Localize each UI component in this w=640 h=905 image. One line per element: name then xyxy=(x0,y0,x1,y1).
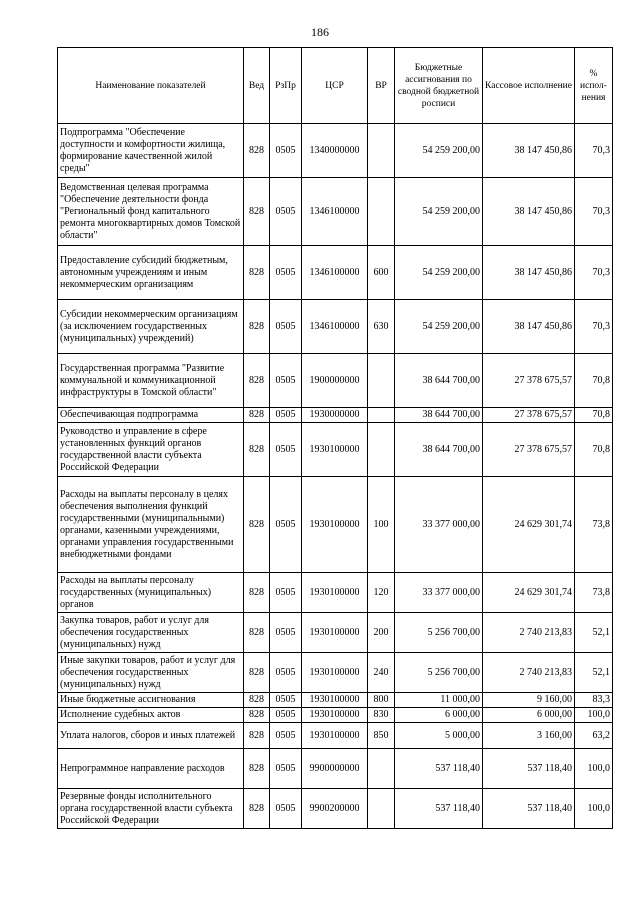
table-cell-cash: 27 378 675,57 xyxy=(483,408,575,423)
table-cell-budget: 54 259 200,00 xyxy=(395,300,483,354)
table-cell-vr: 200 xyxy=(368,613,395,653)
table-cell-pct: 52,1 xyxy=(575,653,613,693)
table-row xyxy=(58,573,613,613)
table-cell-budget: 38 644 700,00 xyxy=(395,423,483,477)
header-rzpr: РзПр xyxy=(270,48,302,124)
table-cell-cash: 6 000,00 xyxy=(483,708,575,723)
table-cell-cash: 9 160,00 xyxy=(483,693,575,708)
table-cell-vr: 850 xyxy=(368,723,395,749)
header-cash: Кассовое исполнение xyxy=(483,48,575,124)
table-row xyxy=(58,723,613,749)
table-cell-name: Расходы на выплаты персоналу в целях обеспечения выполнения функций государственными (муниципальными) органами, казенными учреждениями, органами управления государственными внебюджетными фондами xyxy=(58,477,244,573)
table-cell-ved: 828 xyxy=(244,613,270,653)
header-name: Наименование показателей xyxy=(58,48,244,124)
table-cell-pct: 70,3 xyxy=(575,124,613,178)
header-pct: % испол-нения xyxy=(575,48,613,124)
table-cell-rzpr: 0505 xyxy=(270,477,302,573)
table-cell-cash: 24 629 301,74 xyxy=(483,477,575,573)
table-cell-csr: 1346100000 xyxy=(302,300,368,354)
table-cell-name: Уплата налогов, сборов и иных платежей xyxy=(58,723,244,749)
table-row xyxy=(58,693,613,708)
table-cell-cash: 27 378 675,57 xyxy=(483,423,575,477)
table-cell-rzpr: 0505 xyxy=(270,653,302,693)
table-cell-rzpr: 0505 xyxy=(270,300,302,354)
table-cell-pct: 70,3 xyxy=(575,246,613,300)
table-cell-rzpr: 0505 xyxy=(270,723,302,749)
table-cell-ved: 828 xyxy=(244,749,270,789)
page-number: 186 xyxy=(311,25,329,39)
table-cell-budget: 537 118,40 xyxy=(395,749,483,789)
table-cell-csr: 1930100000 xyxy=(302,477,368,573)
table-cell-budget: 54 259 200,00 xyxy=(395,124,483,178)
table-cell-vr: 600 xyxy=(368,246,395,300)
table-cell-budget: 38 644 700,00 xyxy=(395,408,483,423)
table-cell-pct: 63,2 xyxy=(575,723,613,749)
table-cell-pct: 73,8 xyxy=(575,573,613,613)
table-cell-name: Закупка товаров, работ и услуг для обеспечения государственных (муниципальных) нужд xyxy=(58,613,244,653)
table-cell-ved: 828 xyxy=(244,354,270,408)
table-cell-name: Расходы на выплаты персоналу государственных (муниципальных) органов xyxy=(58,573,244,613)
table-cell-vr: 240 xyxy=(368,653,395,693)
table-cell-budget: 54 259 200,00 xyxy=(395,178,483,246)
table-cell-vr xyxy=(368,749,395,789)
table-cell-name: Исполнение судебных актов xyxy=(58,708,244,723)
table-row xyxy=(58,178,613,246)
table-cell-csr: 1340000000 xyxy=(302,124,368,178)
table-cell-rzpr: 0505 xyxy=(270,246,302,300)
table-cell-ved: 828 xyxy=(244,124,270,178)
table-cell-budget: 33 377 000,00 xyxy=(395,477,483,573)
table-cell-ved: 828 xyxy=(244,246,270,300)
table-cell-csr: 1346100000 xyxy=(302,178,368,246)
table-row xyxy=(58,423,613,477)
table-cell-pct: 100,0 xyxy=(575,789,613,829)
table-cell-pct: 73,8 xyxy=(575,477,613,573)
table-cell-ved: 828 xyxy=(244,723,270,749)
table-cell-cash: 537 118,40 xyxy=(483,749,575,789)
header-vr: ВР xyxy=(368,48,395,124)
table-cell-vr xyxy=(368,124,395,178)
table-cell-vr: 100 xyxy=(368,477,395,573)
table-cell-csr: 1346100000 xyxy=(302,246,368,300)
table-cell-csr: 1930100000 xyxy=(302,653,368,693)
table-cell-rzpr: 0505 xyxy=(270,613,302,653)
table-cell-cash: 38 147 450,86 xyxy=(483,124,575,178)
table-row xyxy=(58,749,613,789)
table-cell-csr: 1930100000 xyxy=(302,693,368,708)
table-cell-csr: 1930100000 xyxy=(302,613,368,653)
table-cell-budget: 33 377 000,00 xyxy=(395,573,483,613)
table-cell-name: Субсидии некоммерческим организациям (за исключением государственных (муниципальных) учреждений) xyxy=(58,300,244,354)
table-cell-cash: 27 378 675,57 xyxy=(483,354,575,408)
table-cell-vr xyxy=(368,354,395,408)
table-cell-pct: 70,3 xyxy=(575,178,613,246)
table-cell-ved: 828 xyxy=(244,423,270,477)
table-cell-csr: 1930000000 xyxy=(302,408,368,423)
table-cell-rzpr: 0505 xyxy=(270,124,302,178)
table-cell-csr: 9900000000 xyxy=(302,749,368,789)
table-cell-ved: 828 xyxy=(244,300,270,354)
table-row xyxy=(58,789,613,829)
table-cell-rzpr: 0505 xyxy=(270,178,302,246)
table-cell-pct: 52,1 xyxy=(575,613,613,653)
table-cell-vr xyxy=(368,789,395,829)
table-cell-name: Ведомственная целевая программа "Обеспечение деятельности фонда "Региональный фонд капитального ремонта многоквартирных домов Томской области" xyxy=(58,178,244,246)
table-cell-ved: 828 xyxy=(244,789,270,829)
table-row xyxy=(58,300,613,354)
header-ved: Вед xyxy=(244,48,270,124)
table-cell-ved: 828 xyxy=(244,477,270,573)
table-cell-rzpr: 0505 xyxy=(270,354,302,408)
table-cell-vr: 630 xyxy=(368,300,395,354)
table-cell-rzpr: 0505 xyxy=(270,708,302,723)
table-row xyxy=(58,653,613,693)
table-cell-cash: 38 147 450,86 xyxy=(483,300,575,354)
table-cell-cash: 3 160,00 xyxy=(483,723,575,749)
table-cell-rzpr: 0505 xyxy=(270,408,302,423)
table-cell-ved: 828 xyxy=(244,653,270,693)
table-cell-name: Руководство и управление в сфере установленных функций органов государственной власти субъекта Российской Федерации xyxy=(58,423,244,477)
table-cell-name: Государственная программа "Развитие коммунальной и коммуникационной инфраструктуры в Томской области" xyxy=(58,354,244,408)
table-row xyxy=(58,477,613,573)
table-cell-csr: 1930100000 xyxy=(302,708,368,723)
table-cell-vr: 800 xyxy=(368,693,395,708)
table-cell-budget: 537 118,40 xyxy=(395,789,483,829)
table-cell-csr: 1900000000 xyxy=(302,354,368,408)
table-row xyxy=(58,613,613,653)
table-cell-csr: 1930100000 xyxy=(302,723,368,749)
table-cell-budget: 54 259 200,00 xyxy=(395,246,483,300)
table-cell-budget: 5 256 700,00 xyxy=(395,613,483,653)
table-header-row xyxy=(58,48,613,124)
header-budget: Бюджетные ассигнования по сводной бюджетной росписи xyxy=(395,48,483,124)
table-cell-csr: 1930100000 xyxy=(302,573,368,613)
table-cell-pct: 100,0 xyxy=(575,749,613,789)
table-cell-rzpr: 0505 xyxy=(270,573,302,613)
table-cell-pct: 70,8 xyxy=(575,423,613,477)
table-cell-cash: 24 629 301,74 xyxy=(483,573,575,613)
table-cell-budget: 11 000,00 xyxy=(395,693,483,708)
table-cell-ved: 828 xyxy=(244,573,270,613)
table-cell-name: Предоставление субсидий бюджетным, автономным учреждениям и иным некоммерческим организациям xyxy=(58,246,244,300)
table-cell-name: Резервные фонды исполнительного органа государственной власти субъекта Российской Федерации xyxy=(58,789,244,829)
table-cell-budget: 5 256 700,00 xyxy=(395,653,483,693)
table-cell-pct: 70,8 xyxy=(575,354,613,408)
table-cell-rzpr: 0505 xyxy=(270,693,302,708)
table-cell-vr xyxy=(368,178,395,246)
table-cell-csr: 1930100000 xyxy=(302,423,368,477)
table-cell-rzpr: 0505 xyxy=(270,749,302,789)
table-row xyxy=(58,408,613,423)
table-cell-name: Обеспечивающая подпрограмма xyxy=(58,408,244,423)
table-cell-cash: 2 740 213,83 xyxy=(483,653,575,693)
table-cell-name: Иные бюджетные ассигнования xyxy=(58,693,244,708)
budget-execution-table xyxy=(57,47,613,829)
table-cell-pct: 100,0 xyxy=(575,708,613,723)
table-cell-cash: 2 740 213,83 xyxy=(483,613,575,653)
table-cell-pct: 70,3 xyxy=(575,300,613,354)
table-row xyxy=(58,124,613,178)
table-cell-vr xyxy=(368,408,395,423)
table-cell-budget: 5 000,00 xyxy=(395,723,483,749)
table-row xyxy=(58,354,613,408)
table-cell-cash: 537 118,40 xyxy=(483,789,575,829)
table-cell-vr: 120 xyxy=(368,573,395,613)
header-csr: ЦСР xyxy=(302,48,368,124)
table-cell-ved: 828 xyxy=(244,178,270,246)
table-cell-budget: 38 644 700,00 xyxy=(395,354,483,408)
table-row xyxy=(58,246,613,300)
table-cell-pct: 83,3 xyxy=(575,693,613,708)
table-cell-vr: 830 xyxy=(368,708,395,723)
table-cell-name: Иные закупки товаров, работ и услуг для обеспечения государственных (муниципальных) нужд xyxy=(58,653,244,693)
table-cell-rzpr: 0505 xyxy=(270,423,302,477)
table-cell-ved: 828 xyxy=(244,408,270,423)
table-cell-name: Непрограммное направление расходов xyxy=(58,749,244,789)
table-cell-budget: 6 000,00 xyxy=(395,708,483,723)
table-cell-csr: 9900200000 xyxy=(302,789,368,829)
table-cell-ved: 828 xyxy=(244,693,270,708)
table-row xyxy=(58,708,613,723)
table-cell-rzpr: 0505 xyxy=(270,789,302,829)
table-cell-pct: 70,8 xyxy=(575,408,613,423)
table-cell-vr xyxy=(368,423,395,477)
table-cell-ved: 828 xyxy=(244,708,270,723)
table-cell-name: Подпрограмма "Обеспечение доступности и комфортности жилища, формирование качественной жилой среды" xyxy=(58,124,244,178)
table-cell-cash: 38 147 450,86 xyxy=(483,246,575,300)
table-cell-cash: 38 147 450,86 xyxy=(483,178,575,246)
